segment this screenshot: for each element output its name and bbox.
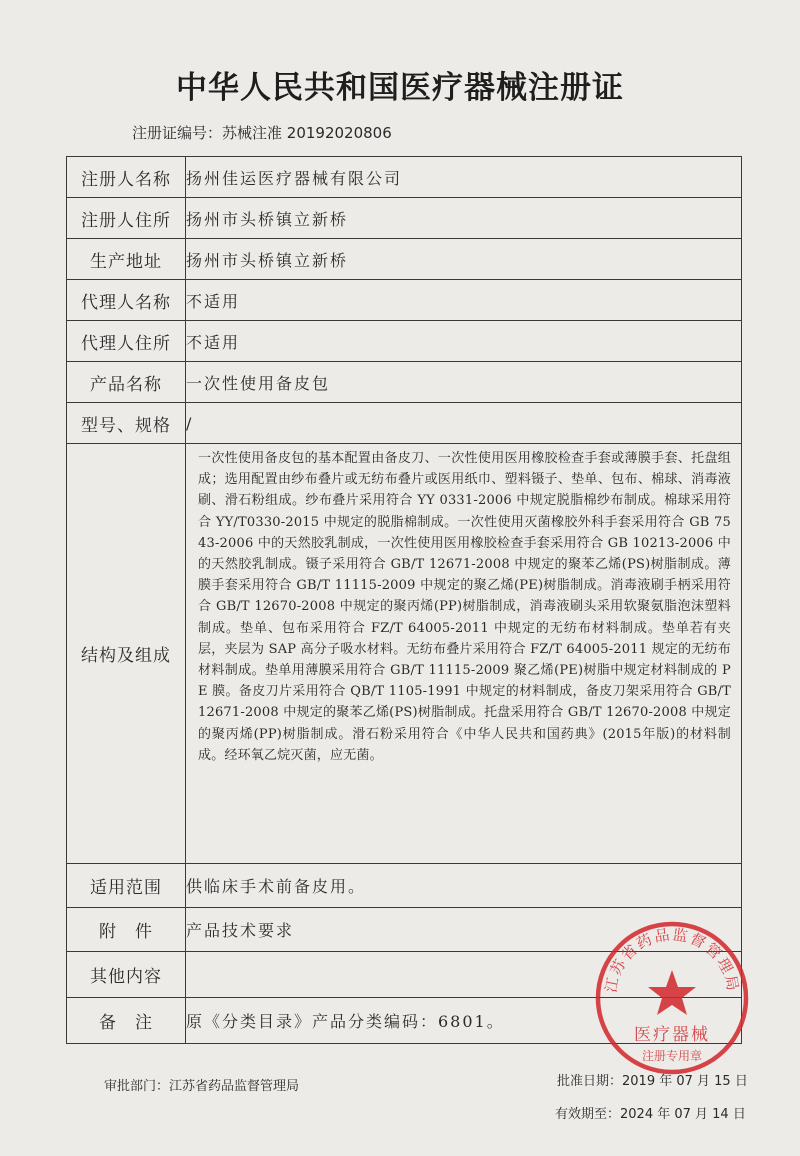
row-label: 型号、规格: [67, 403, 186, 444]
registration-number: [132, 122, 392, 143]
row-value: 扬州佳运医疗器械有限公司: [186, 157, 742, 198]
row-value: 产品技术要求: [186, 908, 742, 952]
row-label: 注册人名称: [67, 157, 186, 198]
approval-department: 审批部门：江苏省药品监督管理局: [104, 1079, 300, 1094]
row-label: 结构及组成: [67, 444, 186, 864]
registration-number-label: 注册证编号：: [132, 124, 223, 142]
seal-line2: 注册专用章: [641, 1049, 703, 1063]
valid-until: 有效期至：2024 年 07 月 14 日: [555, 1107, 746, 1122]
approval-date: 批准日期：2019 年 07 月 15 日: [557, 1074, 748, 1089]
row-value: 扬州市头桥镇立新桥: [186, 198, 742, 239]
row-label: 生产地址: [67, 239, 186, 280]
seal-star-icon: [648, 970, 696, 1015]
table-row: [67, 321, 742, 362]
row-label: 产品名称: [67, 362, 186, 403]
certificate-table: [66, 156, 742, 1044]
row-value-cell: [186, 444, 742, 864]
structure-composition-text: 一次性使用备皮包的基本配置由备皮刀、一次性使用医用橡胶检查手套或薄膜手套、托盘组成；选用配置由纱布叠片或无纺布叠片或医用纸巾、塑料镊子、垫单、包布、棉球、消毒液刷、滑石粉组成。纱布叠片采用符合 YY 0331-2006 中规定脱脂棉纱布制成。棉球采用符合 YY/T0330-2015 中规定的脱脂棉制成。一次性使用灭菌橡胶外科手套采用符合 GB 7543-2006 中的天然胶乳制成，一次性使用医用橡胶检查手套采用符合 GB 10213-2006 中的天然胶乳制成。镊子采用符合 GB/T 12671-2008 中规定的聚苯乙烯(PS)树脂制成。薄膜手套采用符合 GB/T 11115-2009 中规定的聚乙烯(PE)树脂制成。消毒液刷手柄采用符合 GB/T 12670-2008 中规定的聚丙烯(PP)树脂制成，消毒液刷头采用软聚氨脂泡沫塑料制成。垫单、包布采用符合 FZ/T 64005-2011 中规定的无纺布材料制成。垫单若有夹层，夹层为 SAP 高分子吸水材料。无纺布叠片采用符合 FZ/T 64005-2011 规定的无纺布材料制成。垫单用薄膜采用符合 GB/T 11115-2009 聚乙烯(PE)树脂中规定材料制成的 PE 膜。备皮刀片采用符合 QB/T 1105-1991 中规定的材料制成，备皮刀架采用符合 GB/T 12671-2008 中规定的聚苯乙烯(PS)树脂制成。托盘采用符合 GB/T 12670-2008 中规定的聚丙烯(PP)树脂制成。滑石粉采用符合《中华人民共和国药典》(2015年版)的材料制成。经环氧乙烷灭菌，应无菌。: [198, 451, 731, 763]
table-row: [67, 864, 742, 908]
table-row: [67, 444, 742, 864]
official-seal: [592, 918, 752, 1078]
seal-ring-text: 江苏省药品监督管理局: [601, 925, 743, 994]
table-row: [67, 198, 742, 239]
row-label: 适用范围: [67, 864, 186, 908]
row-value: /: [186, 403, 742, 444]
table-row: [67, 239, 742, 280]
row-label: 其他内容: [67, 952, 186, 998]
row-value: 供临床手术前备皮用。: [186, 864, 742, 908]
document-title: 中华人民共和国医疗器械注册证: [176, 70, 624, 106]
row-value: 不适用: [186, 280, 742, 321]
row-value: 不适用: [186, 321, 742, 362]
table-row: [67, 280, 742, 321]
row-value: 原《分类目录》产品分类编码：6801。: [186, 998, 742, 1044]
row-value: 一次性使用备皮包: [186, 362, 742, 403]
table-row: [67, 403, 742, 444]
row-label: 代理人名称: [67, 280, 186, 321]
row-label: 代理人住所: [67, 321, 186, 362]
row-label: 备 注: [67, 998, 186, 1044]
row-label: 注册人住所: [67, 198, 186, 239]
table-row: [67, 157, 742, 198]
registration-number-value: 苏械注准 20192020806: [222, 124, 392, 142]
row-value: 扬州市头桥镇立新桥: [186, 239, 742, 280]
seal-line1: 医疗器械: [634, 1025, 710, 1045]
table-row: [67, 362, 742, 403]
row-label: 附 件: [67, 908, 186, 952]
